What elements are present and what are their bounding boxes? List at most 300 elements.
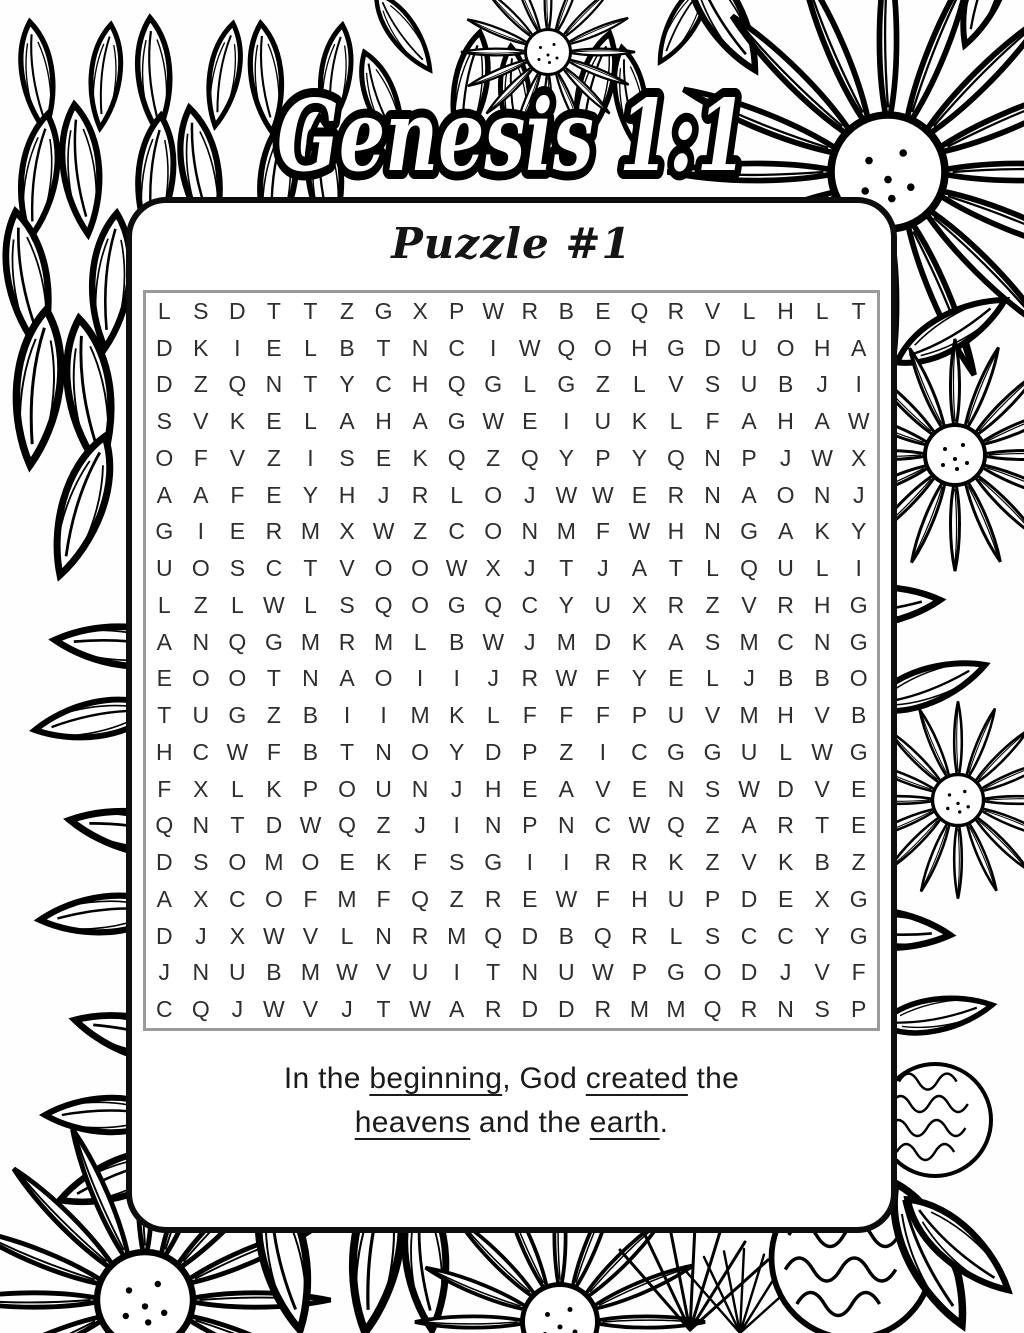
grid-cell: N [265, 371, 283, 398]
grid-cell: J [377, 481, 390, 508]
grid-cell: I [380, 702, 387, 729]
grid-cell: L [669, 922, 683, 949]
grid-cell: Q [484, 922, 503, 949]
grid-cell: G [155, 518, 174, 545]
grid-cell: I [855, 371, 862, 398]
grid-cell: W [445, 555, 468, 582]
grid-cell: Z [339, 297, 355, 324]
grid-cell: D [594, 628, 612, 655]
grid-cell: B [777, 371, 794, 398]
grid-cell: P [448, 297, 465, 324]
grid-cell: G [264, 628, 283, 655]
grid-row [146, 403, 877, 440]
grid-cell: N [192, 812, 210, 839]
grid-cell: U [594, 408, 612, 435]
grid-cell: U [740, 334, 758, 361]
grid-cell: N [375, 922, 392, 949]
grid-cell: J [450, 775, 463, 802]
grid-cell: N [704, 518, 721, 545]
grid-cell: L [157, 591, 171, 618]
grid-cell: A [448, 996, 465, 1023]
grid-cell: J [158, 959, 171, 986]
grid-cell: F [413, 849, 428, 876]
grid-cell: E [522, 775, 538, 802]
grid-cell: Z [559, 738, 574, 765]
grid-row [146, 367, 877, 404]
verse-search-word: earth [589, 1106, 660, 1139]
grid-cell: H [375, 408, 392, 435]
grid-cell: F [193, 444, 208, 471]
grid-cell: C [777, 922, 794, 949]
grid-row [146, 587, 877, 624]
grid-cell: Q [191, 996, 210, 1023]
grid-cell: M [739, 628, 759, 655]
grid-cell: N [484, 812, 502, 839]
grid-cell: B [558, 297, 574, 324]
grid-cell: U [740, 738, 758, 765]
grid-cell: I [453, 812, 460, 839]
grid-cell: P [631, 702, 648, 729]
grid-cell: T [266, 665, 281, 692]
grid-cell: L [779, 738, 793, 765]
grid-cell: O [155, 444, 174, 471]
grid-cell: B [558, 922, 574, 949]
grid-cell: H [813, 334, 831, 361]
grid-cell: V [704, 297, 721, 324]
grid-cell: E [229, 518, 246, 545]
grid-cell: W [811, 444, 834, 471]
grid-row [146, 293, 877, 330]
grid-cell: T [851, 297, 866, 324]
grid-cell: U [192, 702, 210, 729]
grid-cell: O [776, 334, 795, 361]
grid-cell: C [192, 738, 210, 765]
grid-cell: A [777, 518, 794, 545]
grid-cell: Z [705, 812, 720, 839]
page-title-text: Genesis 1:1 [277, 79, 747, 194]
grid-cell: C [448, 334, 465, 361]
grid-cell: W [263, 922, 285, 949]
grid-cell: T [815, 812, 830, 839]
grid-cell: F [595, 665, 610, 692]
grid-cell: L [706, 665, 719, 692]
grid-cell: F [595, 885, 610, 912]
grid-cell: P [851, 996, 867, 1023]
grid-cell: X [339, 518, 355, 545]
puzzle-heading: Puzzle #1 [391, 219, 632, 268]
grid-cell: U [667, 702, 685, 729]
grid-cell: J [524, 555, 536, 582]
grid-cell: Q [374, 591, 393, 618]
grid-cell: U [667, 885, 685, 912]
grid-cell: H [777, 408, 794, 435]
verse-search-word: beginning [369, 1062, 503, 1095]
grid-cell: A [631, 555, 648, 582]
grid-cell: W [518, 334, 541, 361]
grid-row [146, 550, 877, 587]
verse-text [132, 1057, 891, 1145]
grid-cell: D [777, 775, 794, 802]
grid-cell: Y [339, 371, 355, 398]
grid-cell: Y [814, 922, 830, 949]
grid-cell: O [191, 665, 210, 692]
grid-cell: C [265, 555, 283, 582]
grid-row [146, 477, 877, 514]
grid-cell: R [777, 812, 794, 839]
grid-cell: N [302, 665, 319, 692]
grid-cell: A [412, 408, 428, 435]
grid-cell: O [849, 665, 868, 692]
grid-cell: I [307, 444, 314, 471]
grid-cell: G [228, 702, 247, 729]
grid-cell: G [447, 408, 466, 435]
grid-cell: Y [448, 738, 465, 765]
grid-cell: Z [193, 371, 208, 398]
grid-cell: Q [484, 591, 503, 618]
grid-cell: R [667, 297, 685, 324]
grid-cell: I [416, 665, 424, 692]
grid-cell: T [230, 812, 245, 839]
grid-cell: V [814, 775, 830, 802]
grid-cell: P [302, 775, 319, 802]
grid-cell: Z [705, 849, 720, 876]
grid-cell: L [304, 408, 317, 435]
grid-row [146, 844, 877, 881]
grid-cell: O [593, 334, 612, 361]
grid-cell: L [230, 775, 244, 802]
grid-cell: F [595, 702, 610, 729]
grid-cell: E [631, 481, 648, 508]
grid-cell: V [375, 959, 392, 986]
grid-cell: T [303, 297, 318, 324]
grid-cell: M [556, 518, 576, 545]
grid-cell: D [521, 996, 539, 1023]
grid-cell: E [339, 849, 355, 876]
grid-cell: I [526, 849, 533, 876]
grid-cell: L [157, 297, 171, 324]
grid-cell: I [453, 959, 460, 986]
grid-cell: J [816, 371, 828, 398]
grid-row [146, 624, 877, 661]
grid-cell: X [193, 885, 209, 912]
verse-search-word: heavens [354, 1106, 471, 1139]
verse-segment: the [687, 1062, 740, 1095]
grid-cell: J [779, 444, 792, 471]
grid-cell: T [559, 555, 574, 582]
grid-cell: R [777, 591, 794, 618]
grid-cell: N [411, 775, 429, 802]
grid-cell: D [229, 297, 246, 324]
grid-cell: W [263, 996, 285, 1023]
grid-cell: E [266, 334, 282, 361]
grid-cell: I [197, 518, 205, 545]
grid-cell: U [740, 371, 758, 398]
grid-row [146, 918, 877, 955]
grid-cell: L [230, 591, 244, 618]
grid-cell: L [742, 297, 756, 324]
grid-cell: W [847, 408, 870, 435]
grid-cell: A [851, 334, 867, 361]
grid-cell: A [193, 481, 209, 508]
grid-cell: Z [486, 444, 501, 471]
grid-cell: X [229, 922, 246, 949]
grid-cell: B [814, 665, 830, 692]
grid-cell: V [595, 775, 611, 802]
grid-cell: R [484, 885, 502, 912]
grid-cell: H [813, 591, 831, 618]
grid-cell: W [628, 518, 651, 545]
grid-cell: N [558, 812, 575, 839]
grid-cell: W [738, 775, 760, 802]
grid-cell: O [703, 959, 722, 986]
grid-row [146, 697, 877, 734]
grid-cell: C [631, 738, 648, 765]
grid-cell: F [705, 408, 720, 435]
grid-row [146, 440, 877, 477]
grid-cell: G [667, 959, 685, 986]
grid-cell: H [631, 885, 648, 912]
grid-cell: U [594, 591, 612, 618]
grid-cell: K [814, 518, 830, 545]
grid-cell: E [522, 408, 538, 435]
grid-cell: N [667, 775, 685, 802]
grid-cell: L [486, 702, 500, 729]
grid-cell: Y [558, 591, 574, 618]
grid-cell: O [411, 555, 430, 582]
grid-cell: G [849, 885, 868, 912]
grid-cell: C [155, 996, 173, 1023]
grid-cell: E [595, 297, 611, 324]
grid-cell: W [555, 665, 578, 692]
grid-cell: V [741, 849, 757, 876]
grid-cell: M [410, 702, 430, 729]
grid-cell: G [849, 922, 868, 949]
grid-cell: P [704, 885, 721, 912]
grid-cell: D [521, 922, 539, 949]
grid-cell: M [300, 628, 321, 655]
grid-row [146, 955, 877, 992]
grid-cell: K [375, 849, 392, 876]
grid-row [146, 661, 877, 698]
grid-cell: R [411, 922, 429, 949]
grid-cell: P [522, 812, 538, 839]
grid-cell: R [594, 849, 612, 876]
grid-cell: G [849, 628, 868, 655]
grid-cell: K [193, 334, 209, 361]
grid-cell: C [740, 922, 758, 949]
grid-cell: Z [266, 702, 281, 729]
grid-cell: B [814, 849, 830, 876]
word-search-grid [143, 290, 880, 1031]
grid-cell: S [814, 996, 830, 1023]
grid-cell: R [631, 922, 648, 949]
grid-cell: F [266, 738, 281, 765]
grid-cell: G [740, 518, 759, 545]
grid-cell: R [667, 591, 685, 618]
grid-cell: C [229, 885, 246, 912]
grid-cell: E [851, 775, 867, 802]
grid-cell: O [484, 518, 503, 545]
grid-cell: P [522, 738, 538, 765]
grid-cell: S [704, 371, 721, 398]
grid-cell: W [555, 885, 578, 912]
grid-cell: E [266, 481, 282, 508]
grid-cell: F [559, 702, 574, 729]
grid-cell: P [741, 444, 757, 471]
grid-cell: E [668, 665, 684, 692]
grid-cell: A [668, 628, 684, 655]
grid-cell: C [777, 628, 794, 655]
grid-cell: L [815, 555, 829, 582]
grid-cell: D [558, 996, 575, 1023]
grid-cell: Q [520, 444, 539, 471]
grid-cell: N [704, 444, 721, 471]
grid-cell: H [667, 518, 685, 545]
grid-cell: R [338, 628, 356, 655]
grid-cell: N [192, 959, 210, 986]
grid-row [146, 991, 877, 1028]
grid-cell: Q [593, 922, 612, 949]
grid-cell: Z [595, 371, 610, 398]
grid-cell: X [851, 444, 867, 471]
grid-cell: B [302, 738, 319, 765]
grid-cell: G [667, 334, 685, 361]
grid-cell: M [556, 628, 576, 655]
grid-cell: V [741, 591, 757, 618]
grid-cell: Q [703, 996, 722, 1023]
grid-cell: A [156, 481, 172, 508]
grid-cell: W [226, 738, 249, 765]
grid-cell: I [343, 702, 351, 729]
grid-cell: A [156, 885, 172, 912]
grid-cell: S [193, 849, 209, 876]
grid-cell: V [339, 555, 355, 582]
grid-cell: F [230, 481, 245, 508]
grid-cell: V [193, 408, 209, 435]
grid-cell: Y [851, 518, 867, 545]
grid-cell: Y [631, 444, 648, 471]
grid-cell: B [302, 702, 319, 729]
grid-cell: E [851, 812, 867, 839]
grid-cell: T [486, 959, 501, 986]
grid-cell: V [229, 444, 246, 471]
grid-cell: Z [449, 885, 464, 912]
grid-cell: N [375, 738, 392, 765]
puzzle-card [126, 197, 897, 1233]
grid-cell: E [266, 408, 282, 435]
grid-cell: X [193, 775, 209, 802]
grid-cell: L [669, 408, 683, 435]
grid-cell: M [629, 996, 649, 1023]
grid-cell: G [703, 738, 722, 765]
grid-cell: W [409, 996, 431, 1023]
grid-cell: A [814, 408, 830, 435]
grid-cell: B [448, 628, 465, 655]
grid-cell: P [631, 959, 648, 986]
grid-cell: W [555, 481, 578, 508]
verse-line [132, 1057, 891, 1101]
grid-cell: T [376, 996, 391, 1023]
grid-cell: E [522, 885, 538, 912]
grid-cell: F [595, 518, 610, 545]
grid-cell: S [448, 849, 465, 876]
grid-cell: X [631, 591, 648, 618]
grid-cell: W [592, 481, 614, 508]
grid-cell: K [631, 408, 648, 435]
grid-cell: O [191, 555, 210, 582]
grid-cell: G [484, 371, 503, 398]
grid-cell: D [740, 959, 758, 986]
grid-cell: I [453, 665, 460, 692]
grid-cell: W [482, 297, 505, 324]
grid-cell: K [668, 849, 684, 876]
grid-cell: K [266, 775, 282, 802]
grid-cell: W [336, 959, 358, 986]
grid-cell: W [592, 959, 614, 986]
grid-cell: N [521, 518, 539, 545]
grid-cell: J [852, 481, 865, 508]
grid-cell: H [484, 775, 502, 802]
grid-cell: Z [193, 591, 208, 618]
grid-cell: G [557, 371, 576, 398]
grid-cell: V [814, 959, 830, 986]
grid-row [146, 881, 877, 918]
grid-cell: O [301, 849, 320, 876]
grid-cell: R [484, 996, 502, 1023]
grid-cell: Q [557, 334, 576, 361]
grid-cell: R [411, 481, 429, 508]
grid-cell: B [851, 702, 867, 729]
grid-cell: A [741, 481, 757, 508]
grid-cell: C [594, 812, 612, 839]
grid-cell: Q [228, 628, 247, 655]
verse-segment: , God [502, 1062, 586, 1095]
grid-row [146, 771, 877, 808]
grid-cell: O [411, 591, 430, 618]
grid-cell: G [849, 738, 868, 765]
grid-cell: O [374, 665, 393, 692]
grid-cell: H [338, 481, 356, 508]
grid-cell: W [299, 812, 322, 839]
grid-cell: U [558, 959, 575, 986]
grid-cell: H [631, 334, 648, 361]
grid-cell: R [265, 518, 283, 545]
grid-cell: A [741, 812, 757, 839]
grid-cell: S [193, 297, 209, 324]
grid-cell: F [303, 885, 318, 912]
grid-cell: J [524, 628, 536, 655]
grid-cell: L [633, 371, 646, 398]
grid-cell: R [740, 996, 758, 1023]
grid-cell: Y [631, 665, 648, 692]
grid-cell: Q [155, 812, 174, 839]
grid-cell: A [558, 775, 574, 802]
grid-cell: V [814, 702, 830, 729]
grid-cell: N [411, 334, 429, 361]
grid-cell: V [668, 371, 684, 398]
grid-cell: N [192, 628, 210, 655]
grid-cell: O [484, 481, 503, 508]
grid-cell: M [666, 996, 686, 1023]
grid-cell: L [815, 297, 829, 324]
grid-cell: M [337, 885, 357, 912]
grid-cell: Q [667, 812, 685, 839]
grid-cell: S [704, 775, 721, 802]
grid-row [146, 330, 877, 367]
grid-cell: Y [558, 444, 574, 471]
grid-cell: M [373, 628, 394, 655]
grid-cell: Q [411, 885, 430, 912]
